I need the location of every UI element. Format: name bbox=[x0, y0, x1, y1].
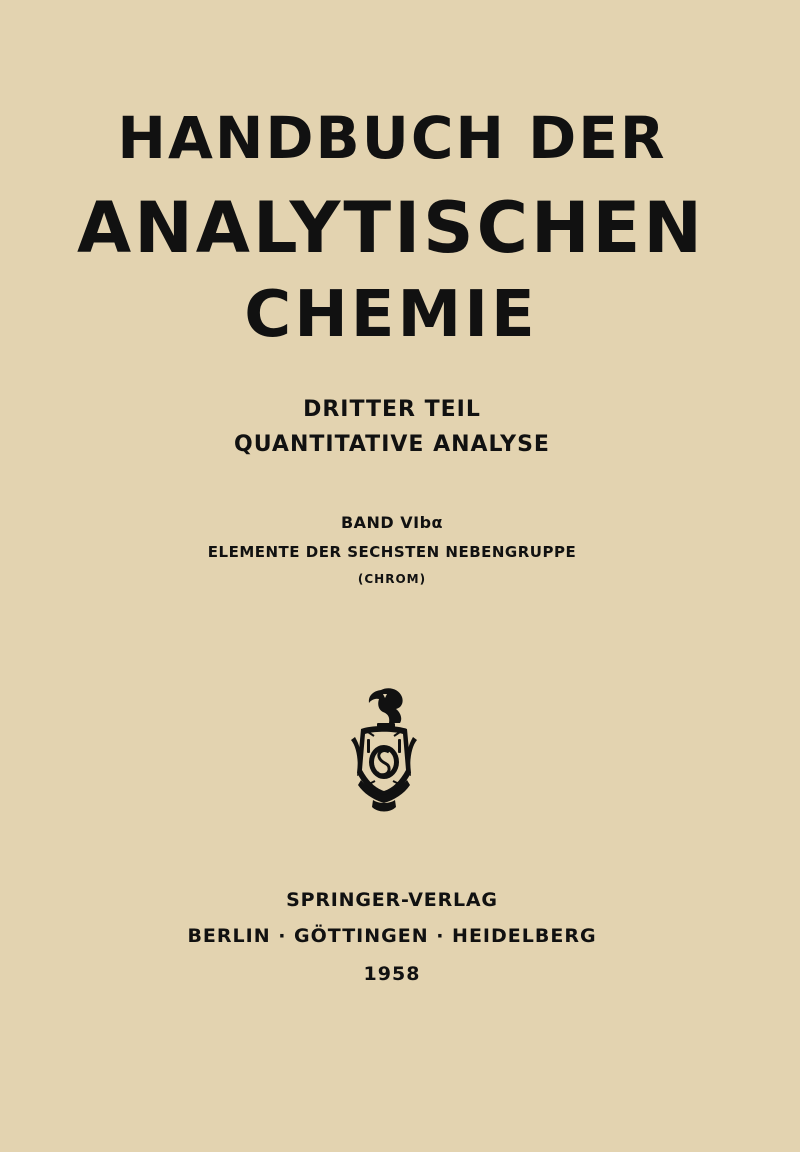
part-heading: DRITTER TEIL bbox=[303, 397, 481, 422]
publisher-cities: BERLIN · GÖTTINGEN · HEIDELBERG bbox=[187, 925, 597, 947]
title-line-1: HANDBUCH DER bbox=[117, 104, 667, 172]
title-line-2: ANALYTISCHEN bbox=[77, 187, 705, 269]
publication-year: 1958 bbox=[363, 963, 421, 985]
volume-note: (CHROM) bbox=[357, 572, 427, 586]
part-subtitle: QUANTITATIVE ANALYSE bbox=[234, 432, 550, 457]
volume-subtitle: ELEMENTE DER SECHSTEN NEBENGRUPPE bbox=[207, 543, 577, 561]
publisher-name: SPRINGER-VERLAG bbox=[286, 889, 498, 911]
title-line-3: CHEMIE bbox=[244, 278, 538, 352]
volume-number: BAND VIbα bbox=[340, 513, 444, 532]
springer-knight-logo-icon bbox=[343, 684, 425, 816]
